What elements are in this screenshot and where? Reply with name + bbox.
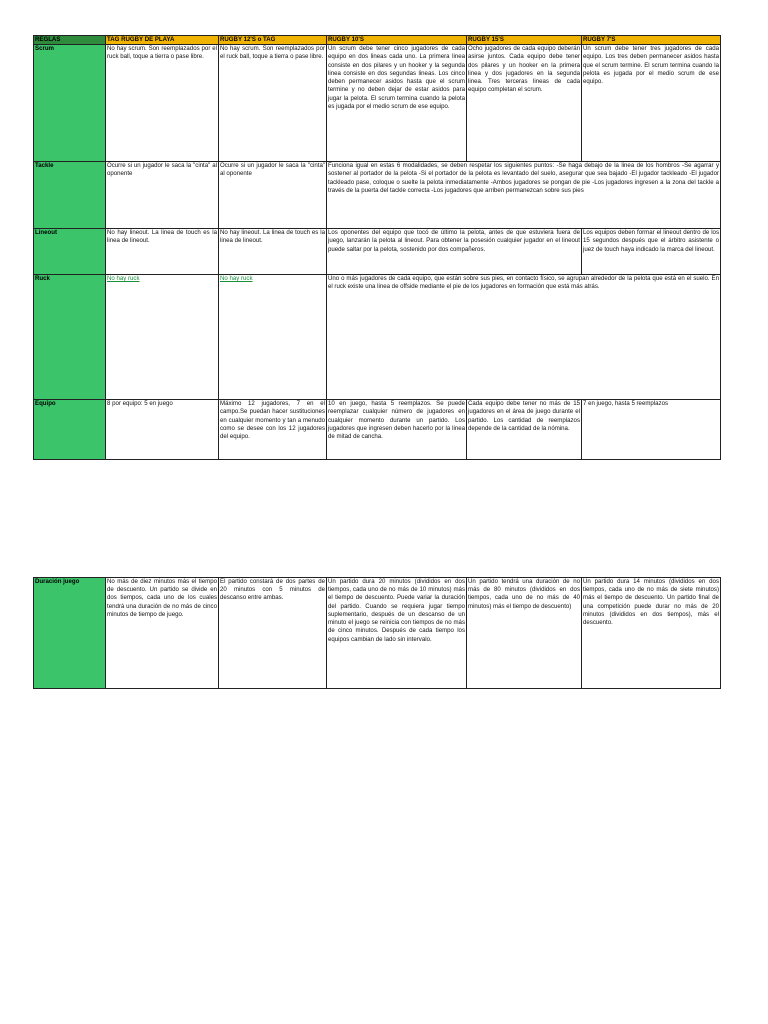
duration-table [33,577,721,689]
cell-scrum-tag-playa: No hay scrum. Son reemplazados por el ruck ball, toque a tierra o pase libre. [106,45,219,162]
cell-duracion-tag-playa: No más de diez minutos más el tiempo de descuento. Un partido se divide en dos tiempos, cada uno de los cuales tendrá una duración de no más de cinco minutos de tiempo de juego. [106,578,219,689]
cell-equipo-rugby-12: Máximo 12 jugadores, 7 en el campo.Se puedan hacer sustituciones en cualquier momento y tan a menudo como se desee con los 12 jugadores del equipo. [219,400,327,460]
cell-lineout-rugby-12: No hay lineout. La linea de touch es la linea de lineout. [219,229,327,275]
row-duracion [34,578,721,689]
cell-lineout-rugby-10-15: Los oponentes del equipo que tocó de último la pelota, antes de que estuviera fuera de juego, lanzarán la pelota al lineout. Para obtener la posesión cualquier jugador en el lineout puede saltar por la pelota, sostenido por dos compañeros. [327,229,582,275]
row-equipo [34,400,721,460]
cell-lineout-rugby-7: Los equipos deben formar el lineout dentro de los 15 segundos después que el árbitro asistente o juez de touch haya indicado la marca del lineout. [582,229,721,275]
cell-tackle-rugby-12: Ocurre si un jugador le saca la "cinta" al oponente [219,162,327,229]
cell-equipo-rugby-10: 10 en juego, hasta 5 reemplazos. Se puede reemplazar cualquier número de jugadores en cualquier momento durante un partido. Los jugadores que ingresen deben hacerlo por la linea de mitad de cancha. [327,400,467,460]
cell-scrum-rugby-7: Un scrum debe tener tres jugadores de cada equipo. Los tres deben permanecer asidos hasta que el scrum termine. El scrum termina cuando la pelota es jugada por el medio scrum de ese equipo. [582,45,721,162]
cell-scrum-rugby-10: Un scrum debe tener cinco jugadores de cada equipo en dos lineas cada uno. La primera linea consiste en dos pilares y un hooker y la segunda linea consiste en dos segundas lineas. Los cinco deben permanecer asidos hasta que el scrum termine y no deben dejar de estar asidos para jugar la pelota. El scrum termina cuando la pelota es jugada por el medio scrum de ese equipo. [327,45,467,162]
cell-duracion-rugby-7: Un partido dura 14 minutos (divididos en dos tiempos, cada uno de no más de siete minutos) más el tiempo de descuento. Un partido final de una competición puede durar no más de 20 minutos (divididos en dos tiempos), más el descuento. [582,578,721,689]
cell-ruck-tag-playa: No hay ruck [106,275,219,400]
cell-scrum-rugby-15: Ocho jugadores de cada equipo deberán asirse juntos. Cada equipo debe tener dos pilares y un hooker en la primera linea y dos jugadores en la segunda linea. Tres terceras lineas de cada equipo completan el scrum. [467,45,582,162]
row-label-ruck: Ruck [34,275,106,400]
header-tag-playa: TAG RUGBY DE PLAYA [106,36,219,45]
cell-tackle-tag-playa: Ocurre si un jugador le saca la "cinta" al oponente [106,162,219,229]
row-scrum [34,45,721,162]
header-row [34,36,721,45]
row-lineout [34,229,721,275]
rules-table [33,35,721,460]
cell-duracion-rugby-15: Un partido tendrá una duración de no más de 80 minutos (divididos en dos tiempos, cada uno de no más de 40 minutos) más el tiempo de descuento) [467,578,582,689]
cell-equipo-rugby-15: Cada equipo debe tener no más de 15 jugadores en el área de juego durante el partido. Los cantidad de reemplazos depende de la cantidad de la nómina. [467,400,582,460]
cell-duracion-rugby-12: El partido constará de dos partes de 20 minutos con 5 minutos de descanso entre ambas. [219,578,327,689]
header-rugby-12: RUGBY 12'S o TAG [219,36,327,45]
row-label-duracion: Duración juego [34,578,106,689]
cell-duracion-rugby-10: Un partido dura 20 minutos (divididos en dos tiempos, cada uno de no más de 10 minutos) más el tiempo de descuento. Puede variar la duración del partido. Cuando se requiera jugar tiempo suplementario, después de un descanso de un minuto el juego se reinicia con tiempos de no más de cinco minutos. Después de cada tiempo los equipos cambian de lado sin intervalo. [327,578,467,689]
cell-lineout-tag-playa: No hay lineout. La linea de touch es la linea de lineout. [106,229,219,275]
header-reglas: REGLAS [34,36,106,45]
header-rugby-7: RUGBY 7'S [582,36,721,45]
cell-scrum-rugby-12: No hay scrum. Son reemplazados por el ruck ball, toque a tierra o pase libre. [219,45,327,162]
row-label-equipo: Equipo [34,400,106,460]
row-label-lineout: Lineout [34,229,106,275]
row-label-scrum: Scrum [34,45,106,162]
row-tackle [34,162,721,229]
header-rugby-15: RUGBY 15'S [467,36,582,45]
row-ruck [34,275,721,400]
cell-tackle-merged: Funciona igual en estas 6 modalidades, se deben respetar los siguientes puntos: -Se haga debajo de la linea de los hombros -Se agarrar y sostener al portador de la pelota -Si el portador de la pelota es levantado del suelo, asegurar que sea bajado -El jugador tackleado -El jugador tackleado pase, coloque o suelte la pelota inmediatamente -Ambos jugadores se pongan de pie -Los jugadores ingresen a la zona del tackle a través de la puerta del tackle correcta -Los jugadores que arriben permanezcan sobre sus pies [327,162,721,229]
cell-ruck-merged: Uno o más jugadores de cada equipo, que están sobre sus pies, en contacto físico, se agrupan alrededor de la pelota que está en el suelo. En el ruck existe una linea de offside mediante el pie de los jugadores en formación que está más atrás. [327,275,721,400]
cell-equipo-tag-playa: 8 por equipo: 5 en juego [106,400,219,460]
cell-equipo-rugby-7: 7 en juego, hasta 5 reemplazos [582,400,721,460]
row-label-tackle: Tackle [34,162,106,229]
cell-ruck-rugby-12: No hay ruck [219,275,327,400]
header-rugby-10: RUGBY 10'S [327,36,467,45]
